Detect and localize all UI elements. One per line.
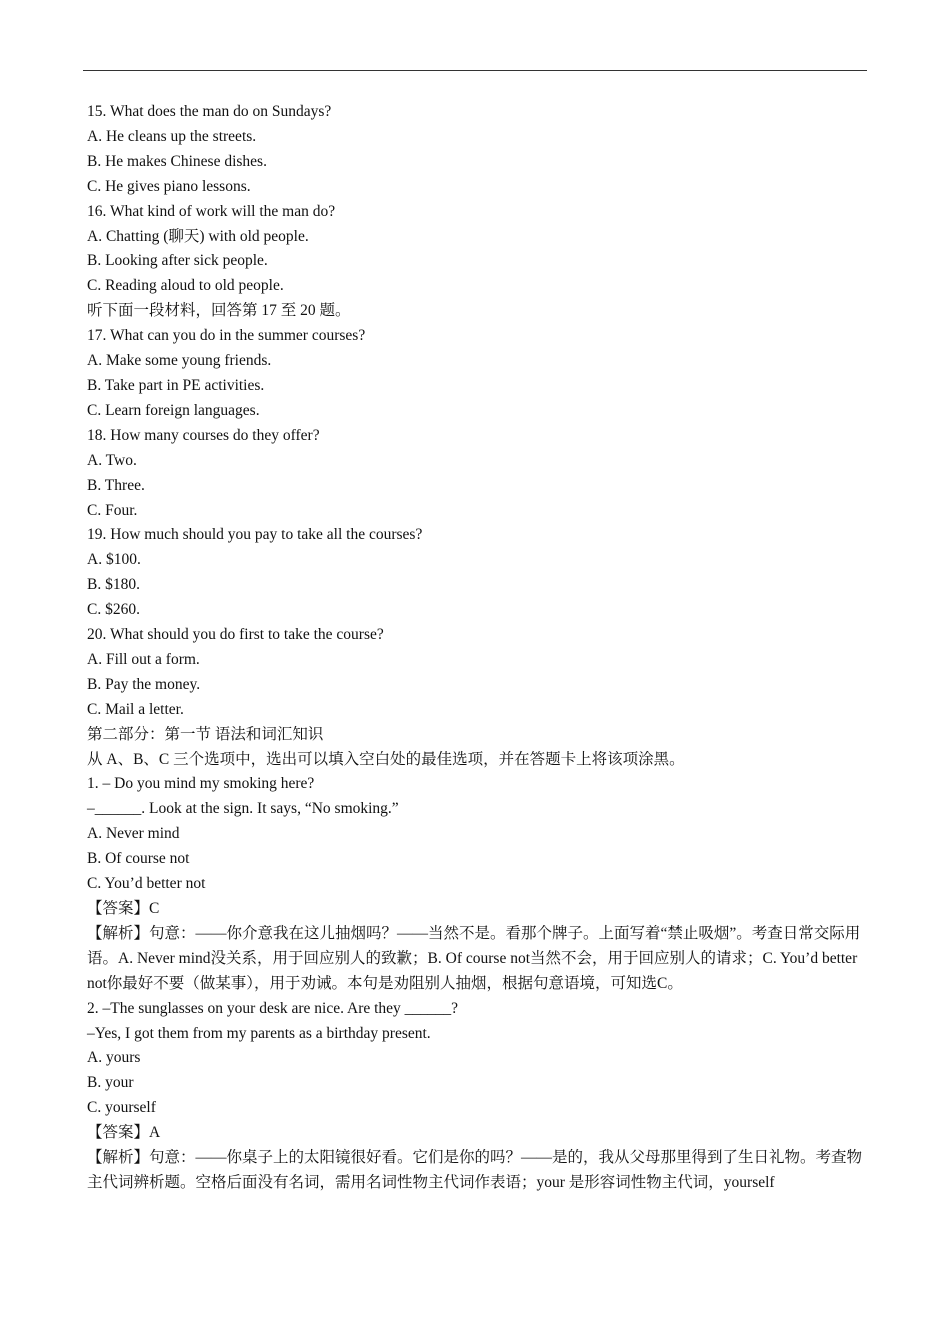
text-line: C. yourself xyxy=(87,1099,156,1117)
text-line: C. He gives piano lessons. xyxy=(87,177,251,195)
header-rule xyxy=(83,70,867,71)
text-line: B. Take part in PE activities. xyxy=(87,376,265,394)
text-line: 17. What can you do in the summer courses? xyxy=(87,327,366,345)
text-line: 【答案】A xyxy=(87,1124,161,1142)
text-line: 第二部分：第一节 语法和词汇知识 xyxy=(87,725,324,743)
text-line: 【答案】C xyxy=(87,900,160,917)
text-line: B. Of course not xyxy=(87,850,190,868)
text-line: A. Two. xyxy=(87,451,137,469)
text-line: C. Four. xyxy=(87,501,138,519)
text-line: C. Mail a letter. xyxy=(87,700,184,718)
question-lines-part2 xyxy=(87,997,872,1146)
text-line: B. Three. xyxy=(87,476,145,494)
text-line: 听下面一段材料，回答第 17 至 20 题。 xyxy=(87,302,351,320)
text-line: C. $260. xyxy=(87,601,140,619)
page-content xyxy=(87,100,872,1196)
text-line: –Yes, I got them from my parents as a birthday present. xyxy=(87,1024,431,1042)
text-line: 2. –The sunglasses on your desk are nice. Are they ______? xyxy=(87,999,459,1017)
text-line: B. He makes Chinese dishes. xyxy=(87,152,267,170)
text-line: 19. How much should you pay to take all the courses? xyxy=(87,526,423,544)
text-line: 1. – Do you mind my smoking here? xyxy=(87,775,315,793)
explanation-q2: 【解析】句意：——你桌子上的太阳镜很好看。它们是你的吗？——是的，我从父母那里得到了生日礼物。考查物主代词辨析题。空格后面没有名词，需用名词性物主代词作表语；your 是形容词性物主代词，yourself xyxy=(87,1149,863,1191)
text-line: C. Reading aloud to old people. xyxy=(87,277,284,295)
text-line: 16. What kind of work will the man do? xyxy=(87,202,336,220)
text-line: C. Learn foreign languages. xyxy=(87,401,260,419)
text-line: 20. What should you do first to take the course? xyxy=(87,626,384,644)
text-line: A. Make some young friends. xyxy=(87,352,272,370)
text-line: B. Pay the money. xyxy=(87,675,201,693)
text-line: 从 A、B、C 三个选项中，选出可以填入空白处的最佳选项，并在答题卡上将该项涂黑。 xyxy=(87,750,685,768)
text-line: A. He cleans up the streets. xyxy=(87,127,257,145)
question-lines-part1 xyxy=(87,100,872,922)
text-line: A. yours xyxy=(87,1049,141,1067)
text-line: B. your xyxy=(87,1074,134,1092)
text-line: 15. What does the man do on Sundays? xyxy=(87,103,332,120)
text-line: A. Never mind xyxy=(87,825,180,843)
text-line: A. $100. xyxy=(87,551,141,569)
text-line: 18. How many courses do they offer? xyxy=(87,426,320,444)
text-line: –______. Look at the sign. It says, “No smoking.” xyxy=(87,800,399,818)
text-line: C. You’d better not xyxy=(87,875,206,893)
text-line: B. $180. xyxy=(87,576,140,594)
text-line: A. Chatting (聊天) with old people. xyxy=(87,227,309,245)
explanation-q1: 【解析】句意：——你介意我在这儿抽烟吗？——当然不是。看那个牌子。上面写着“禁止吸烟”。考查日常交际用语。A. Never mind没关系，用于回应别人的致歉；B. Of course not当然不会，用于回应别人的请求；C. You’d better not你最好不要（做某事），用于劝诫。本句是劝阻别人抽烟，根据句意语境，可知选C。 xyxy=(87,924,861,992)
text-line: B. Looking after sick people. xyxy=(87,252,268,270)
text-line: A. Fill out a form. xyxy=(87,650,200,668)
